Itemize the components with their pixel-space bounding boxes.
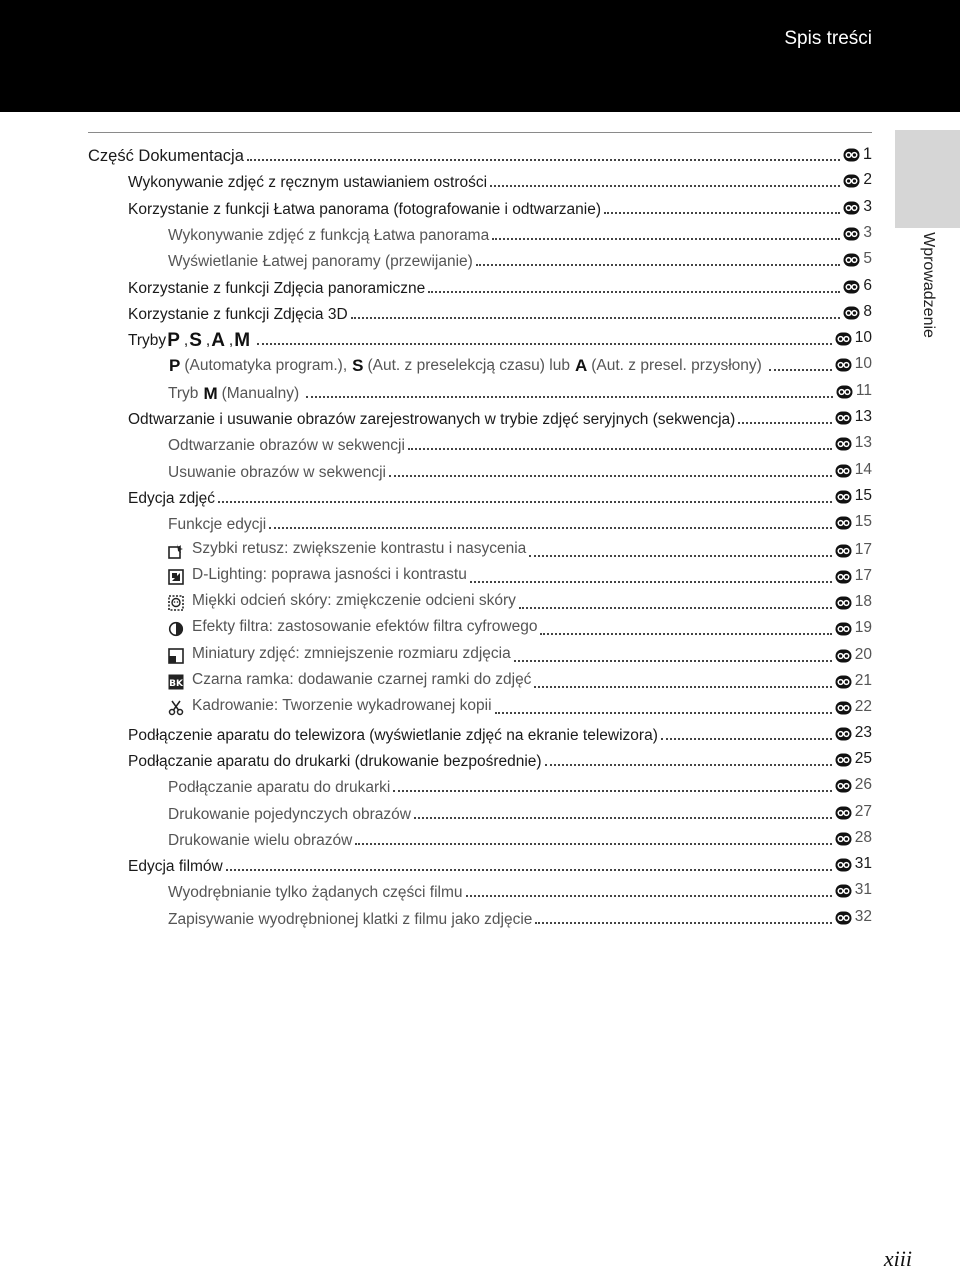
toc-entry-text: Wyświetlanie Łatwej panoramy (przewijanie) — [168, 253, 473, 271]
dot-leader — [247, 158, 840, 161]
toc-entry-title — [128, 303, 348, 327]
toc-entry[interactable] — [168, 510, 872, 534]
mode-a-icon: A — [574, 356, 588, 376]
toc-page-ref — [835, 695, 872, 719]
toc-page-ref — [835, 431, 872, 455]
toc-entry-text: Efekty filtra: zastosowanie efektów filtra cyfrowego — [192, 618, 538, 636]
toc-entry-title — [168, 537, 526, 561]
toc-entry[interactable] — [168, 826, 872, 850]
header-rule — [88, 132, 872, 133]
page-number: 3 — [863, 197, 872, 215]
dot-leader — [389, 474, 832, 477]
toc-entry[interactable] — [168, 615, 872, 639]
toc-page-ref — [835, 905, 872, 929]
toc-entry[interactable] — [168, 905, 872, 929]
dot-leader — [738, 421, 831, 424]
toc-entry-text: (Manualny) — [221, 384, 300, 402]
toc-entry-title — [128, 855, 223, 879]
dot-leader — [428, 290, 840, 293]
toc-entry-text: Odtwarzanie obrazów w sekwencji — [168, 437, 405, 455]
toc-entry-text: Zapisywanie wyodrębnionej klatki z filmu jako zdjęcie — [168, 910, 533, 928]
toc-entry[interactable] — [128, 168, 872, 192]
mode-p-icon: P — [169, 356, 181, 376]
toc-entry[interactable] — [128, 405, 872, 429]
toc-entry-text: Podłączanie aparatu do drukarki — [168, 779, 391, 797]
page-number: xiii — [883, 1246, 912, 1271]
toc-entry-title — [128, 171, 487, 195]
filter-effects-icon — [168, 621, 184, 637]
toc-page-ref — [835, 484, 872, 508]
reference-section-icon — [843, 174, 860, 188]
separator: , — [205, 332, 211, 350]
toc-entry-title — [168, 694, 492, 718]
mode-m-icon: M — [203, 383, 218, 403]
dot-leader — [545, 763, 832, 766]
reference-section-icon — [835, 649, 852, 663]
toc-entry-title — [168, 461, 386, 485]
toc-page-ref — [835, 352, 872, 376]
toc-page-ref — [835, 878, 872, 902]
dot-leader — [540, 632, 831, 635]
toc-entry[interactable] — [128, 195, 872, 219]
toc-entry-text: Miniatury zdjęć: zmniejszenie rozmiaru zdjęcia — [192, 644, 511, 662]
toc-entry-title — [168, 434, 405, 458]
toc-entry-text: Czarna ramka: dodawanie czarnej ramki do zdjęć — [192, 671, 532, 688]
toc-entry[interactable] — [168, 221, 872, 245]
page-number: 5 — [863, 250, 872, 268]
page-number: 26 — [854, 776, 872, 794]
toc-entry-title — [168, 563, 467, 587]
page-number: 13 — [854, 434, 872, 452]
mode-p-icon: P — [167, 330, 180, 352]
dot-leader — [355, 842, 831, 845]
toc-entry[interactable] — [168, 431, 872, 455]
toc-page-ref — [843, 247, 872, 271]
toc-entry-title — [168, 829, 352, 853]
page-number: 15 — [854, 513, 872, 531]
toc-entry-text: Tryb — [168, 384, 199, 402]
reference-section-icon — [835, 727, 852, 741]
toc-entry-text: Część Dokumentacja — [88, 147, 244, 165]
reference-section-icon — [835, 464, 852, 478]
toc-entry-text: Podłączanie aparatu do drukarki (drukowanie bezpośrednie) — [128, 752, 542, 770]
reference-section-icon — [843, 227, 860, 241]
toc-entry-text: Miękki odcień skóry: zmiękczenie odcieni skóry — [192, 592, 516, 610]
toc-page-ref — [835, 405, 872, 429]
page-number: 11 — [855, 381, 872, 399]
toc-page-ref — [835, 747, 872, 771]
toc-entry[interactable] — [128, 274, 872, 298]
page-number: 19 — [854, 619, 872, 637]
toc-entry-text: Wykonywanie zdjęć z ręcznym ustawianiem ostrości — [128, 174, 488, 192]
dot-leader — [218, 500, 832, 503]
reference-section-icon — [835, 832, 852, 846]
dot-leader — [306, 395, 833, 398]
reference-section-icon — [843, 148, 860, 162]
reference-section-icon — [836, 385, 853, 399]
toc-entry-title — [168, 224, 489, 248]
page-number: 25 — [854, 749, 872, 767]
toc-entry[interactable] — [168, 642, 872, 666]
page-number: 1 — [862, 145, 872, 163]
toc-page-ref — [843, 142, 872, 166]
toc-entry[interactable] — [128, 852, 872, 876]
toc-entry-title — [128, 198, 601, 222]
toc-entry[interactable] — [168, 537, 872, 561]
toc-entry-title — [168, 354, 766, 378]
toc-entry-title — [168, 513, 266, 537]
dot-leader — [408, 447, 832, 450]
toc-entry-title — [88, 144, 244, 168]
dot-leader — [414, 816, 832, 819]
page-number: 31 — [854, 881, 872, 899]
page-number: 17 — [854, 540, 872, 558]
reference-section-icon — [835, 701, 852, 715]
toc-entry-title — [128, 724, 658, 748]
toc-entry-text: (Aut. z presel. przysłony) — [591, 357, 762, 375]
toc-page-ref — [835, 852, 872, 876]
separator: , — [183, 332, 189, 350]
toc-page-ref — [835, 326, 872, 350]
page-number: 14 — [854, 460, 872, 478]
toc-entry-text: Edycja zdjęć — [128, 489, 216, 507]
toc-entry-title — [128, 750, 542, 774]
toc-page-ref — [843, 195, 872, 219]
toc-page-ref — [843, 168, 872, 192]
toc-entry-text: Edycja filmów — [128, 858, 223, 876]
toc-entry-text: (Automatyka program.), — [184, 357, 348, 375]
page-number: 32 — [854, 907, 872, 925]
dot-leader — [257, 342, 832, 345]
dot-leader — [466, 894, 832, 897]
toc-page-ref — [836, 379, 872, 403]
reference-section-icon — [835, 490, 852, 504]
toc-entry-text: Tryby — [128, 332, 167, 350]
black-border-icon — [168, 674, 184, 690]
toc-entry-title — [168, 776, 390, 800]
page-title: Spis treści — [784, 28, 872, 49]
toc-entry-text: Usuwanie obrazów w sekwencji — [168, 463, 386, 481]
toc-entry[interactable] — [128, 747, 872, 771]
small-picture-icon — [168, 648, 184, 664]
toc-entry[interactable] — [168, 800, 872, 824]
toc-entry-title — [168, 668, 531, 692]
dot-leader — [490, 184, 840, 187]
toc-page-ref — [843, 300, 872, 324]
page-number: 8 — [863, 302, 872, 320]
dot-leader — [661, 737, 832, 740]
toc-entry-text: Wyodrębnianie tylko żądanych części filmu — [168, 884, 463, 902]
toc-entry[interactable] — [168, 458, 872, 482]
toc-entry[interactable] — [168, 352, 872, 376]
toc-entry-text: Wykonywanie zdjęć z funkcją Łatwa panorama — [168, 226, 490, 244]
reference-section-icon — [835, 544, 852, 558]
toc-entry[interactable] — [168, 878, 872, 902]
toc-entry-text: (Aut. z preselekcją czasu) lub — [367, 357, 570, 375]
toc-entry-text: Funkcje edycji — [168, 516, 267, 534]
reference-section-icon — [843, 280, 860, 294]
page-number: 13 — [854, 408, 872, 425]
dot-leader — [534, 685, 831, 688]
reference-section-icon — [835, 332, 852, 346]
dot-leader — [769, 368, 832, 371]
reference-section-icon — [843, 306, 860, 320]
dot-leader — [495, 711, 832, 714]
toc-entry-title — [168, 642, 511, 666]
toc-entry[interactable] — [168, 379, 872, 403]
toc-entry-text: Korzystanie z funkcji Zdjęcia panoramiczne — [128, 279, 426, 297]
toc-page-ref — [835, 800, 872, 824]
page-number: 10 — [854, 355, 872, 373]
reference-section-icon — [835, 675, 852, 689]
toc-entry-title — [168, 803, 411, 827]
toc-entry-text: Korzystanie z funkcji Łatwa panorama (fotografowanie i odtwarzanie) — [128, 200, 601, 218]
page-number: 31 — [854, 855, 872, 873]
toc-entry[interactable] — [168, 668, 872, 692]
toc-entry-title — [128, 487, 215, 511]
section-tab[interactable] — [895, 130, 960, 228]
reference-section-icon — [835, 858, 852, 872]
page-number: 23 — [854, 723, 872, 741]
page-number: 2 — [863, 171, 872, 189]
page-number: 17 — [854, 566, 872, 584]
toc-entry-text: Drukowanie wielu obrazów — [168, 831, 353, 849]
page-number: 21 — [854, 672, 872, 689]
crop-icon — [168, 700, 184, 716]
page-number: 27 — [854, 802, 872, 820]
page-number: 10 — [854, 329, 872, 347]
toc-entry[interactable] — [168, 589, 872, 613]
toc-entry-title — [128, 277, 425, 301]
dot-leader — [470, 580, 832, 583]
page-number: 18 — [854, 593, 872, 611]
toc-entry-text: Drukowanie pojedynczych obrazów — [168, 805, 411, 823]
dot-leader — [529, 554, 831, 557]
toc-page-ref — [835, 510, 872, 534]
toc-entry-title — [128, 408, 735, 432]
dot-leader — [393, 789, 831, 792]
toc-entry-title — [168, 908, 532, 932]
toc-page-ref — [843, 274, 872, 298]
toc-entry-text: Korzystanie z funkcji Zdjęcia 3D — [128, 305, 348, 323]
toc-entry[interactable] — [128, 484, 872, 508]
toc-page-ref — [835, 826, 872, 850]
reference-section-icon — [843, 253, 860, 267]
toc-page-ref — [835, 773, 872, 797]
toc-page-ref — [835, 721, 872, 745]
toc-page-ref — [843, 221, 872, 245]
mode-a-icon: A — [211, 330, 225, 352]
header-bar — [0, 0, 960, 112]
separator: , — [228, 332, 234, 350]
dot-leader — [514, 659, 832, 662]
page-number: 22 — [854, 698, 872, 716]
page-number: 15 — [854, 486, 872, 504]
mode-s-icon: S — [352, 356, 364, 376]
d-lighting-icon — [168, 569, 184, 585]
toc-entry[interactable] — [128, 326, 872, 350]
dot-leader — [351, 316, 841, 319]
page-number: 28 — [854, 828, 872, 846]
reference-section-icon — [835, 596, 852, 610]
toc-entry[interactable] — [168, 247, 872, 271]
toc-entry[interactable] — [128, 721, 872, 745]
toc-entry-title — [168, 250, 473, 274]
page-number: 3 — [863, 223, 872, 241]
toc-entry-text: Odtwarzanie i usuwanie obrazów zarejestrowanych w trybie zdjęć seryjnych (sekwencja) — [128, 411, 736, 428]
toc-page-ref — [835, 564, 872, 588]
toc-entry[interactable] — [168, 773, 872, 797]
reference-section-icon — [843, 201, 860, 215]
toc-entry-title — [128, 329, 254, 353]
dot-leader — [226, 868, 832, 871]
toc-page-ref — [835, 643, 872, 667]
reference-section-icon — [835, 911, 852, 925]
reference-section-icon — [835, 884, 852, 898]
toc-entry[interactable] — [88, 142, 872, 166]
toc-page-ref — [835, 458, 872, 482]
reference-section-icon — [835, 516, 852, 530]
toc-entry-title — [168, 615, 537, 639]
section-tab-label: Wprowadzenie — [920, 232, 937, 338]
toc-page-ref — [835, 538, 872, 562]
reference-section-icon — [835, 358, 852, 372]
toc-entry-title — [168, 382, 303, 406]
reference-section-icon — [835, 411, 852, 425]
svg-text:BK: BK — [169, 679, 183, 689]
toc-entry-text: Podłączenie aparatu do telewizora (wyświetlanie zdjęć na ekranie telewizora) — [128, 726, 658, 744]
reference-section-icon — [835, 622, 852, 636]
reference-section-icon — [835, 437, 852, 451]
page-number: 20 — [854, 645, 872, 663]
toc-entry[interactable] — [128, 300, 872, 324]
reference-section-icon — [835, 806, 852, 820]
dot-leader — [535, 921, 831, 924]
toc-page-ref — [835, 669, 872, 693]
dot-leader — [476, 263, 841, 266]
toc-entry[interactable] — [168, 563, 872, 587]
toc-entry-title — [168, 589, 516, 613]
reference-section-icon — [835, 779, 852, 793]
skin-softening-icon — [168, 595, 184, 611]
toc-entry-text: Szybki retusz: zwiększenie kontrastu i nasycenia — [192, 539, 527, 557]
dot-leader — [492, 237, 840, 240]
mode-s-icon: S — [189, 330, 202, 352]
toc-page-ref — [835, 590, 872, 614]
page-number: 6 — [863, 276, 872, 294]
dot-leader — [519, 606, 832, 609]
quick-retouch-icon — [168, 543, 184, 559]
dot-leader — [269, 526, 832, 529]
toc-entry[interactable] — [168, 694, 872, 718]
toc-entry-title — [168, 881, 463, 905]
toc-page-ref — [835, 616, 872, 640]
reference-section-icon — [835, 753, 852, 767]
toc-entry-text: D-Lighting: poprawa jasności i kontrastu — [192, 565, 467, 583]
dot-leader — [604, 211, 840, 214]
reference-section-icon — [835, 570, 852, 584]
mode-m-icon: M — [234, 330, 251, 352]
toc-entry-text: Kadrowanie: Tworzenie wykadrowanej kopii — [192, 697, 492, 715]
